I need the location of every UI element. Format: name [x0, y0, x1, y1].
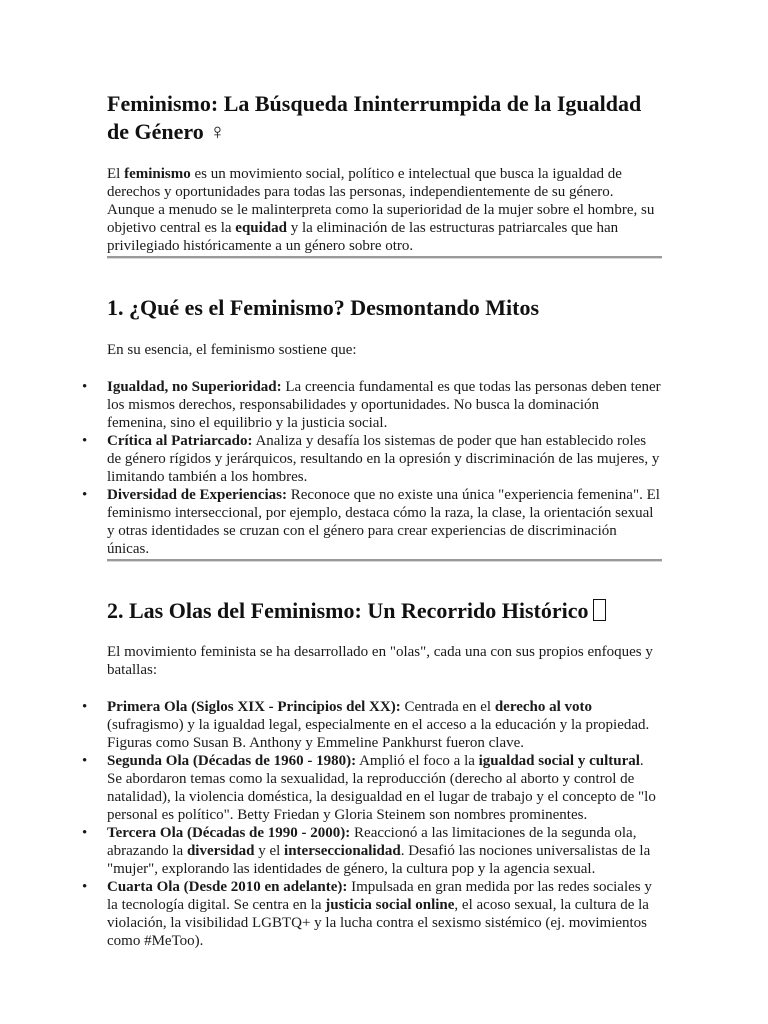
- bullet: •: [82, 379, 88, 395]
- bullet: •: [82, 753, 88, 769]
- list-item-text: . Desafió las nociones universalistas de la "mujer", explorando las identidades de género, la cultura pop y la agencia sexual.: [107, 843, 651, 877]
- list-item-text: Impulsada en gran medida por las redes sociales y la tecnología digital. Se centra en la: [107, 879, 652, 913]
- list-item-text: La creencia fundamental es que todas las personas deben tener los mismos derechos, responsabilidades y oportunidades. No busca la dominación femenina, sino el equilibrio y la justicia social.: [107, 379, 661, 431]
- intro-paragraph: [107, 165, 662, 255]
- list-item: [82, 752, 662, 824]
- list-item: [82, 378, 662, 432]
- list-item: [82, 824, 662, 878]
- list-item-text: , el acoso sexual, la cultura de la violación, la visibilidad LGBTQ+ y la lucha contra el sexismo sistémico (ej. movimientos como #MeToo).: [107, 897, 649, 949]
- list-item-bold: justicia social online: [325, 897, 455, 913]
- list-item-text: (sufragismo) y la igualdad legal, especialmente en el acceso a la educación y la propiedad. Figuras como Susan B. Anthony y Emmeline Pankhurst fueron clave.: [107, 717, 650, 751]
- intro-bold-equidad: equidad: [235, 220, 287, 236]
- section-2-heading-text: 2. Las Olas del Feminismo: Un Recorrido Histórico: [107, 598, 589, 623]
- section-1-list: [82, 378, 662, 558]
- section-2-list: [82, 698, 662, 950]
- section-1-lead: En su esencia, el feminismo sostiene que:: [107, 342, 357, 358]
- list-item-text: Reaccionó a las limitaciones de la segunda ola, abrazando la: [107, 825, 637, 859]
- section-2-lead: El movimiento feminista se ha desarrollado en "olas", cada una con sus propios enfoques y batallas:: [107, 644, 653, 678]
- intro-text-2: es un movimiento social, político e intelectual que busca la igualdad de derechos y oportunidades para todas las personas, independientemente de su género. Aunque a menudo se le malinterpreta como la superioridad de la mujer sobre el hombre, su objetivo central es la: [107, 166, 655, 236]
- list-item-text: . Se abordaron temas como la sexualidad, la reproducción (derecho al aborto y control de natalidad), la violencia doméstica, la desigualdad en el lugar de trabajo y el concepto de "lo personal es político". Betty Friedan y Gloria Steinem son nombres prominentes.: [107, 753, 656, 823]
- list-item-bold: derecho al voto: [494, 699, 593, 715]
- list-item-label: Cuarta Ola (Desde 2010 en adelante):: [107, 879, 348, 895]
- list-item-text: Analiza y desafía los sistemas de poder que han establecido roles de género rígidos y jerárquicos, resultando en la opresión y discriminación de las mujeres, y limitando también a los hombres.: [107, 433, 660, 485]
- document-page: [82, 90, 662, 950]
- intro-text-3: y la eliminación de las estructuras patriarcales que han privilegiado históricamente a un género sobre otro.: [107, 220, 619, 254]
- intro-text-1: El: [107, 166, 125, 182]
- list-item-bold: diversidad: [186, 843, 255, 859]
- list-item: [82, 698, 662, 752]
- missing-glyph-box-icon: [593, 599, 606, 621]
- list-item-label: Igualdad, no Superioridad:: [107, 379, 282, 395]
- list-item-label: Tercera Ola (Décadas de 1990 - 2000):: [107, 825, 351, 841]
- list-item: [82, 432, 662, 486]
- list-item-text: Amplió el foco a la: [356, 753, 479, 769]
- section-divider: [107, 559, 662, 562]
- list-item-text: Centrada en el: [400, 699, 495, 715]
- list-item-bold: interseccionalidad: [284, 843, 401, 859]
- bullet: •: [82, 825, 88, 841]
- bullet: •: [82, 699, 88, 715]
- list-item-label: Diversidad de Experiencias:: [107, 487, 287, 503]
- section-2-heading: [107, 597, 662, 625]
- section-1-heading: 1. ¿Qué es el Feminismo? Desmontando Mitos: [107, 295, 540, 320]
- intro-bold-feminismo: feminismo: [124, 166, 191, 182]
- section-divider: [107, 256, 662, 259]
- list-item-label: Crítica al Patriarcado:: [107, 433, 253, 449]
- bullet: •: [82, 879, 88, 895]
- list-item: [82, 486, 662, 558]
- bullet: •: [82, 487, 88, 503]
- list-item: [82, 878, 662, 950]
- list-item-text: Reconoce que no existe una única "experiencia femenina". El feminismo interseccional, por ejemplo, destaca cómo la raza, la clase, la orientación sexual y otras identidades se cruzan con el género para crear experiencias de discriminación únicas.: [107, 487, 660, 557]
- list-item-bold: igualdad social y cultural: [478, 753, 640, 769]
- list-item-text: y el: [254, 843, 285, 859]
- list-item-label: Segunda Ola (Décadas de 1960 - 1980):: [107, 753, 357, 769]
- document-title: Feminismo: La Búsqueda Ininterrumpida de la Igualdad de Género ♀: [107, 91, 642, 144]
- bullet: •: [82, 433, 88, 449]
- list-item-label: Primera Ola (Siglos XIX - Principios del XX):: [107, 699, 401, 715]
